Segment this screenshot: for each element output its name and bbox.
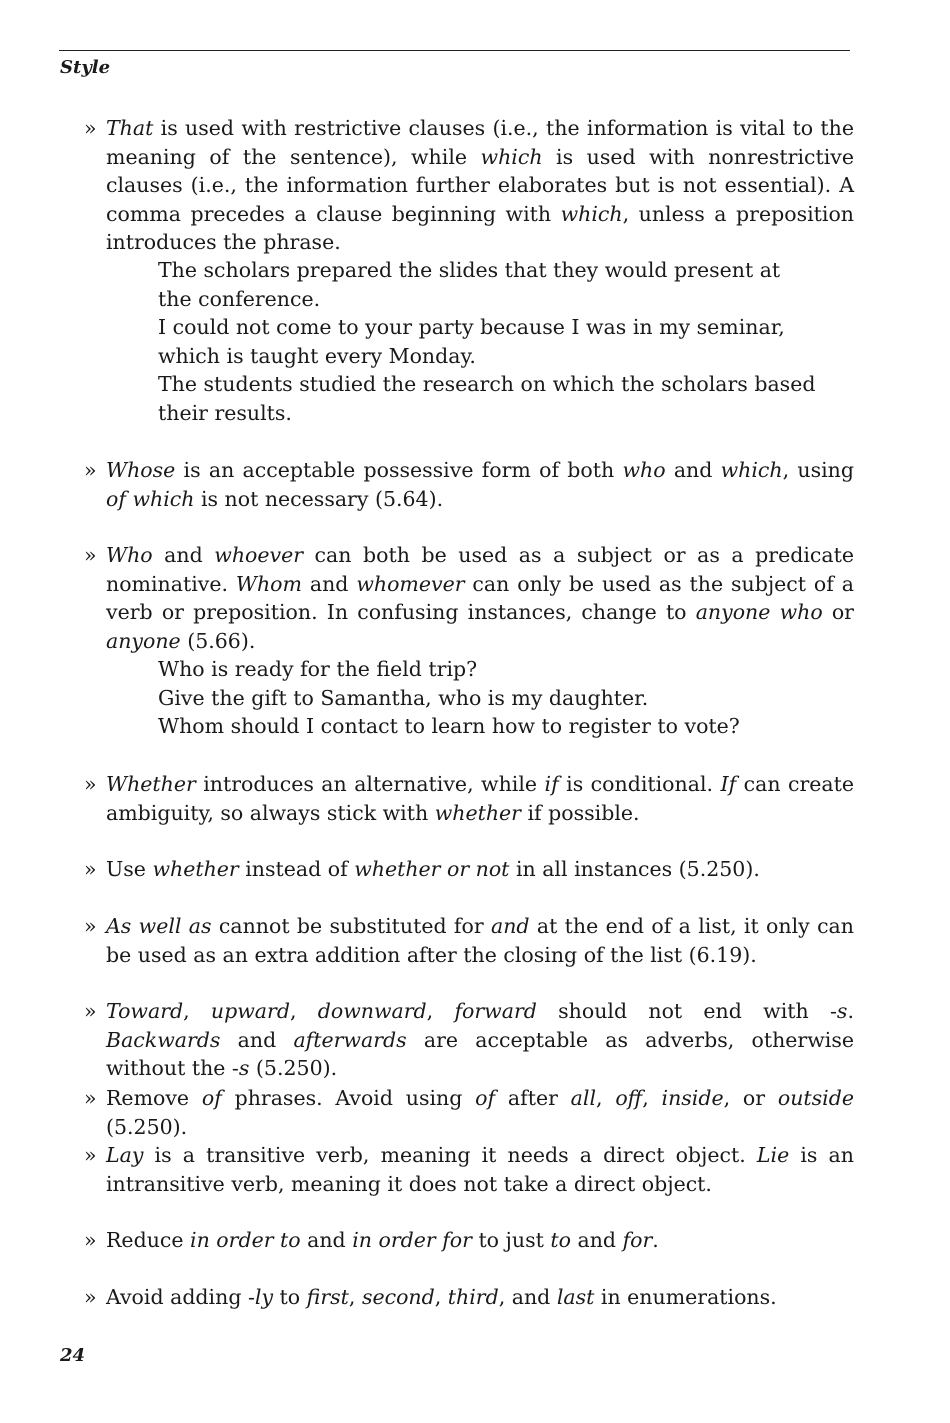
italic-term: Whose [106,458,176,482]
italic-term: inside [661,1086,724,1110]
bullet-text [106,770,854,827]
italic-term: afterwards [293,1027,407,1052]
italic-term: outside [777,1086,854,1110]
example-sentence: The scholars prepared the slides that they would present at the conference. [158,258,781,311]
text-run: is conditional. [558,772,721,796]
italic-term: Whom [235,571,302,596]
example-sentence: Who is ready for the field trip? [158,657,478,681]
text-run: Avoid adding - [106,1285,255,1309]
bullet-text [106,1141,854,1198]
italic-term: whether or not [354,857,510,881]
italic-term: As well as [106,914,212,938]
text-run: and [300,1228,353,1252]
bullet-marker: » [84,116,97,140]
bullet-whether-or-not [84,855,854,884]
text-run: phrases. Avoid using [221,1086,476,1110]
text-run: is used with restrictive clauses (i.e., the information is vital to the meaning of the sentence), while [106,116,854,169]
example-sentence: Give the gift to Samantha, who is my daughter. [158,685,649,710]
italic-term: second [361,1285,435,1309]
bullet-whose [84,456,854,513]
italic-term: first [306,1285,349,1309]
bullet-text [106,456,854,513]
italic-term: anyone who [695,600,823,624]
bullet-whether-if [84,770,854,827]
bullet-who-whom [84,541,854,655]
bullet-text [106,541,854,655]
bullet-lay-lie [84,1141,854,1198]
italic-term: off [615,1086,643,1110]
italic-term: who [622,458,666,482]
text-run: at the end of a list, it only can be used as an extra addition after the closing of the list (6.19). [106,914,854,967]
italic-term: for [622,1228,653,1252]
text-run: (5.66). [180,628,256,653]
bullet-ly-enumerations [84,1283,854,1312]
bullet-marker: » [84,914,97,938]
text-run: if possible. [520,800,640,825]
bullet-text [106,1226,854,1255]
bullet-marker: » [84,772,97,796]
italic-term: Toward [106,999,184,1023]
text-run: in enumerations. [594,1285,777,1309]
bullet-marker: » [84,458,97,482]
bullet-marker: » [84,857,97,881]
text-run: , [426,999,455,1023]
text-run: and [220,1027,294,1052]
example-sentence: The students studied the research on which the scholars based their results. [158,372,816,425]
bullet-marker: » [84,999,97,1023]
text-run: after [495,1086,571,1110]
italic-term: upward [210,999,290,1023]
text-run: , [183,999,211,1023]
italic-term: which [560,201,623,226]
italic-term: in order for [352,1228,472,1252]
italic-term: Lie [756,1143,790,1167]
text-run: cannot be substituted for [211,914,491,938]
text-run: is an acceptable possessive form of both [175,458,623,482]
bullet-text [106,997,854,1083]
italic-term: Backwards [106,1027,221,1052]
text-run: , [642,1086,662,1110]
italic-term: of which [106,486,195,511]
italic-term: of [475,1086,496,1110]
bullet-marker: » [84,1086,97,1110]
text-run: . [847,999,854,1023]
bullet-in-order-to [84,1226,854,1255]
italic-term: in order to [190,1228,301,1252]
running-head: Style [60,57,111,78]
italic-term: That [106,116,154,140]
italic-term: which [480,144,543,169]
text-run: are acceptable as adverbs, otherwise without the - [106,1027,854,1080]
bullet-marker: » [84,1143,97,1167]
italic-term: if [544,772,559,796]
italic-term: of [201,1086,222,1110]
text-run: . [652,1228,659,1252]
text-run: , [596,1086,616,1110]
text-run: (5.250). [106,1114,188,1139]
text-run: , [348,1285,362,1309]
italic-term: ly [254,1285,274,1309]
text-run: is an intransitive verb, meaning it does not take a direct object. [106,1143,854,1196]
page-number: 24 [60,1345,86,1366]
bullet-text [106,114,854,257]
text-run: can only be used as the subject of a verb or preposition. In confusing instances, change to [106,571,854,624]
bullet-text [106,912,854,969]
text-run: or [822,600,854,624]
text-run: and [570,1228,623,1252]
italic-term: Whether [106,772,196,796]
text-run: in all instances (5.250). [509,857,760,881]
text-run: Use [106,857,153,881]
italic-term: third [447,1285,499,1309]
italic-term: s [836,999,848,1023]
text-run: instead of [238,857,355,881]
text-run: introduces an alternative, while [195,772,545,796]
text-run: to [273,1285,307,1309]
text-run: and [152,543,215,567]
italic-term: whether [152,857,239,881]
text-run: is not necessary (5.64). [194,486,444,511]
text-run: and [665,458,721,482]
bullet-marker: » [84,543,97,567]
bullet-text [106,1283,854,1312]
italic-term: whomever [356,571,465,596]
bullet-marker: » [84,1285,97,1309]
italic-term: last [556,1285,595,1309]
example-sentence: I could not come to your party because I was in my seminar, which is taught every Monday. [158,315,785,368]
italic-term: which [720,458,783,482]
bullet-that-which [84,114,854,257]
italic-term: downward [317,999,427,1023]
bullet-of-phrases [84,1084,854,1141]
text-run: can create ambiguity, so always stick with [106,772,855,825]
text-run: (5.250). [249,1056,338,1080]
bullet-marker: » [84,1228,97,1252]
italic-term: If [720,772,737,796]
text-run: , [289,999,318,1023]
text-run: Remove [106,1086,202,1110]
text-run: , [434,1285,448,1309]
example-block-who-whom [158,655,818,741]
text-run: can both be used as a subject or as a predicate nominative. [106,543,854,596]
italic-term: anyone [106,628,181,653]
text-run: to just [471,1228,551,1252]
italic-term: Lay [106,1143,144,1167]
text-run: and [301,571,357,596]
text-run: , or [723,1086,778,1110]
text-run: Reduce [106,1228,191,1252]
italic-term: Who [106,543,153,567]
italic-term: whether [434,800,521,825]
text-run: , using [782,458,854,482]
example-sentence: Whom should I contact to learn how to register to vote? [158,714,740,738]
text-run: is a transitive verb, meaning it needs a direct object. [143,1143,757,1167]
italic-term: s [238,1056,250,1080]
bullet-text [106,855,854,884]
italic-term: and [490,914,530,938]
italic-term: all [570,1086,597,1110]
bullet-as-well-as [84,912,854,969]
bullet-toward [84,997,854,1083]
italic-term: whoever [214,543,304,567]
text-run: , unless a preposition introduces the phrase. [106,201,854,254]
text-run: should not end with - [536,999,837,1023]
text-run: , and [498,1285,557,1309]
header-rule [59,50,850,51]
italic-term: forward [454,999,537,1023]
example-block-that-which [158,256,818,427]
bullet-text [106,1084,854,1141]
text-run: is used with nonrestrictive clauses (i.e., the information further elaborates but is not essential). A comma precedes a clause beginning with [106,144,854,226]
italic-term: to [550,1228,571,1252]
